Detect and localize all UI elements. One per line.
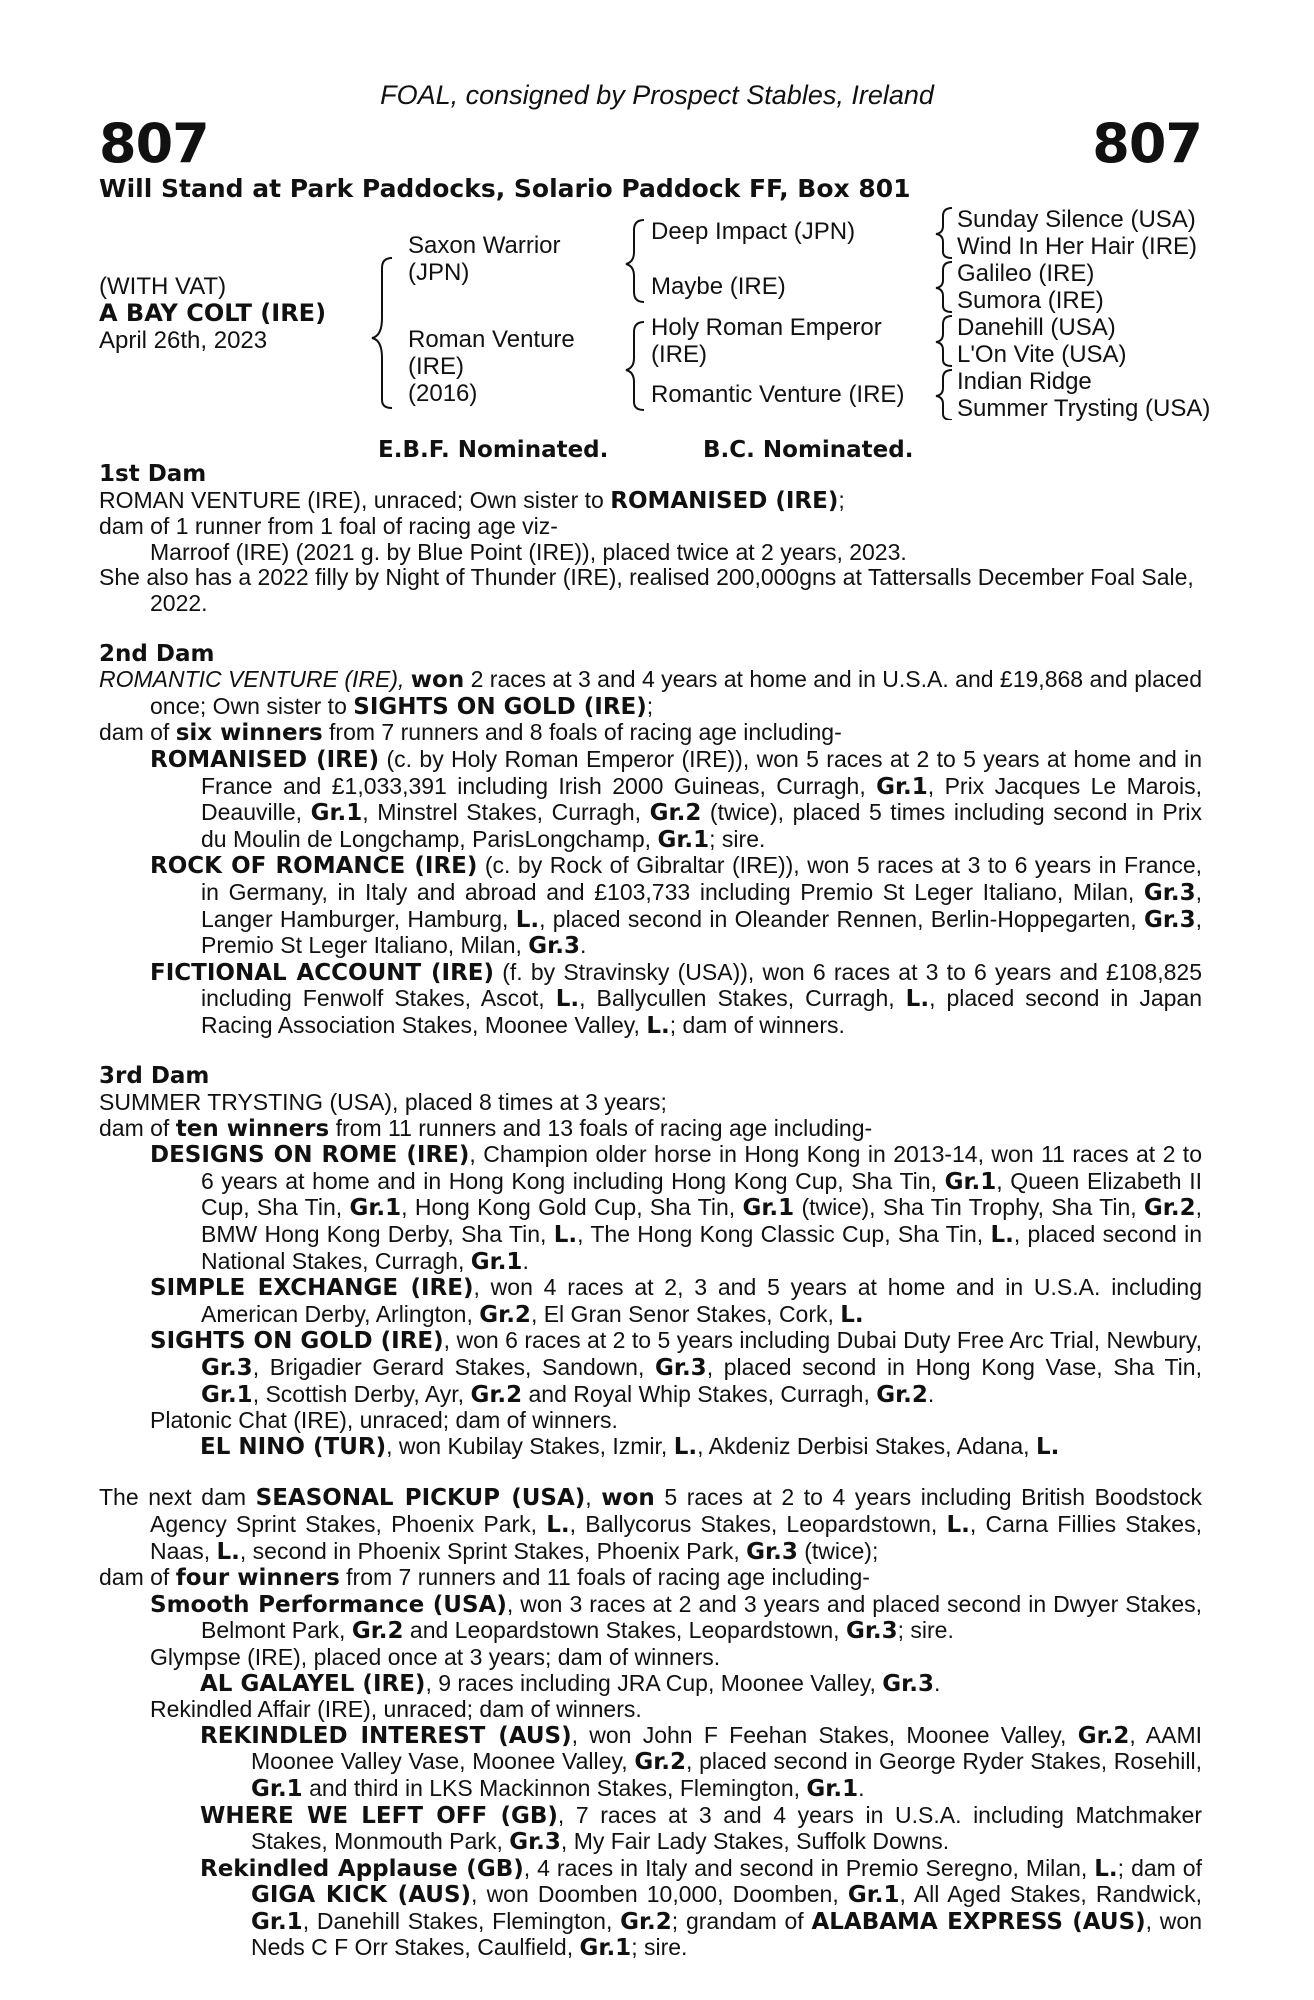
produce-record: AL GALAYEL (IRE), 9 races including JRA Cup, Moonee Valley, Gr.3.	[200, 1669, 941, 1697]
lot-number-left: 807	[99, 112, 209, 175]
catalogue-body	[99, 462, 1202, 1962]
great-grandparent-2: Wind In Her Hair (IRE)	[957, 233, 1198, 260]
great-grandparent-5: Danehill (USA)	[957, 314, 1116, 341]
second-dam-section: ROMANTIC VENTURE (IRE), won 2 races at 3 and 4 years at home and in U.S.A. and £19,868 and placed once; Own sister to SIGHTS ON GOLD (IRE); dam of six winners from 7 runners and 8 foals of racing age including- ROMANISED (IRE) (c. by Holy Roman Emperor (IRE)), won 5 races at 2 to 5 years at home and in France and £1,033,391 including Irish 2000 Guineas, Curragh, Gr.1, Prix Jacques Le Marois, Deauville, Gr.1, Minstrel Stakes, Curragh, Gr.2 (twice), placed 5 times including second in Prix du Moulin de Longchamp, ParisLongchamp, Gr.1; sire. ROCK OF ROMANCE (IRE) (c. by Rock of Gibraltar (IRE)), won 5 races at 3 to 6 years in France, in Germany, in Italy and abroad and £103,733 including Premio St Leger Italiano, Milan, Gr.3, Langer Hamburger, Hamburg, L., placed second in Oleander Rennen, Berlin-Hoppegarten, Gr.3, Premio St Leger Italiano, Milan, Gr.3. FICTIONAL ACCOUNT (IRE) (f. by Stravinsky (USA)), won 6 races at 3 to 6 years and £108,825 including Fenwolf Stakes, Ascot, L., Ballycullen Stakes, Curragh, L., placed second in Japan Racing Association Stakes, Moonee Valley, L.; dam of winners.	[99, 666, 1203, 1039]
next-dam-section: The next dam SEASONAL PICKUP (USA), won 5 races at 2 to 4 years including British Boodstock Agency Sprint Stakes, Phoenix Park, L., Ballycorus Stakes, Leopardstown, L., Carna Fillies Stakes, Naas, L., second in Phoenix Sprint Stakes, Phoenix Park, Gr.3 (twice); dam of four winners from 7 runners and 11 foals of racing age including- Smooth Performance (USA), won 3 races at 2 and 3 years and placed second in Dwyer Stakes, Belmont Park, Gr.2 and Leopardstown Stakes, Leopardstown, Gr.3; sire. Glympse (IRE), placed once at 3 years; dam of winners. AL GALAYEL (IRE), 9 races including JRA Cup, Moonee Valley, Gr.3. Rekindled Affair (IRE), unraced; dam of winners. REKINDLED INTEREST (AUS), won John F Feehan Stakes, Moonee Valley, Gr.2, AAMI Moonee Valley Vase, Moonee Valley, Gr.2, placed second in George Ryder Stakes, Rosehill, Gr.1 and third in LKS Mackinnon Stakes, Flemington, Gr.1. WHERE WE LEFT OFF (GB), 7 races at 3 and 4 years in U.S.A. including Matchmaker Stakes, Monmouth Park, Gr.3, My Fair Lady Stakes, Suffolk Downs. Rekindled Applause (GB), 4 races in Italy and second in Premio Seregno, Milan, L.; dam of GIGA KICK (AUS), won Doomben 10,000, Doomben, Gr.1, All Aged Stakes, Randwick, Gr.1, Danehill Stakes, Flemington, Gr.2; grandam of ALABAMA EXPRESS (AUS), won Neds C F Orr Stakes, Caulfield, Gr.1; sire.	[99, 1484, 1202, 1962]
vat-label: (WITH VAT)	[99, 273, 227, 300]
produce-record: REKINDLED INTEREST (AUS), won John F Feehan Stakes, Moonee Valley, Gr.2, AAMI Moonee Valley Vase, Moonee Valley, Gr.2, placed second in George Ryder Stakes, Rosehill, Gr.1 and third in LKS Mackinnon Stakes, Flemington, Gr.1.	[200, 1721, 1202, 1802]
great-grandparent-6: L'On Vite (USA)	[957, 341, 1127, 368]
dam-dam: Romantic Venture (IRE)	[651, 381, 905, 408]
dam-name: Roman Venture (IRE) (2016)	[408, 326, 575, 407]
lot-number-right: 807	[1092, 112, 1202, 175]
produce-record: SIGHTS ON GOLD (IRE), won 6 races at 2 to 5 years including Dubai Duty Free Arc Trial, Newbury, Gr.3, Brigadier Gerard Stakes, Sandown, Gr.3, placed second in Hong Kong Vase, Sha Tin, Gr.1, Scottish Derby, Ayr, Gr.2 and Royal Whip Stakes, Curragh, Gr.2.	[150, 1327, 1202, 1408]
foaling-date: April 26th, 2023	[99, 327, 268, 354]
sire-name: Saxon Warrior (JPN)	[408, 232, 561, 286]
great-grandparent-8: Summer Trysting (USA)	[957, 395, 1211, 422]
great-grandparent-7: Indian Ridge	[957, 368, 1092, 395]
horse-name: A BAY COLT (IRE)	[99, 299, 327, 327]
stabling-line: Will Stand at Park Paddocks, Solario Paddock FF, Box 801	[99, 174, 911, 203]
great-grandparent-4: Sumora (IRE)	[957, 287, 1104, 314]
first-dam-heading: 1st Dam	[99, 461, 207, 487]
second-dam-heading: 2nd Dam	[99, 640, 215, 667]
produce-record: FICTIONAL ACCOUNT (IRE) (f. by Stravinsky (USA)), won 6 races at 3 to 6 years and £108,825 including Fenwolf Stakes, Ascot, L., Ballycullen Stakes, Curragh, L., placed second in Japan Racing Association Stakes, Moonee Valley, L.; dam of winners.	[150, 958, 1203, 1039]
sire-sire: Deep Impact (JPN)	[651, 218, 856, 245]
produce-record: Rekindled Applause (GB), 4 races in Italy and second in Premio Seregno, Milan, L.; dam of GIGA KICK (AUS), won Doomben 10,000, Doomben, Gr.1, All Aged Stakes, Randwick, Gr.1, Danehill Stakes, Flemington, Gr.2; grandam of ALABAMA EXPRESS (AUS), won Neds C F Orr Stakes, Caulfield, Gr.1; sire.	[200, 1854, 1202, 1962]
produce-record: Glympse (IRE), placed once at 3 years; dam of winners.	[150, 1643, 721, 1670]
produce-record: SIMPLE EXCHANGE (IRE), won 4 races at 2, 3 and 5 years at home and in U.S.A. including American Derby, Arlington, Gr.2, El Gran Senor Stakes, Cork, L.	[150, 1274, 1202, 1328]
bc-nomination: B.C. Nominated.	[703, 437, 914, 463]
produce-record: WHERE WE LEFT OFF (GB), 7 races at 3 and 4 years in U.S.A. including Matchmaker Stakes, Monmouth Park, Gr.3, My Fair Lady Stakes, Suffolk Downs.	[200, 1801, 1202, 1856]
produce-record: Smooth Performance (USA), won 3 races at 2 and 3 years and placed second in Dwyer Stakes, Belmont Park, Gr.2 and Leopardstown Stakes, Leopardstown, Gr.3; sire.	[150, 1590, 1202, 1645]
third-dam-section: SUMMER TRYSTING (USA), placed 8 times at 3 years; dam of ten winners from 11 runners and 13 foals of racing age including- DESIGNS ON ROME (IRE), Champion older horse in Hong Kong in 2013-14, won 11 races at 2 to 6 years at home and in Hong Kong including Hong Kong Cup, Sha Tin, Gr.1, Queen Elizabeth II Cup, Sha Tin, Gr.1, Hong Kong Gold Cup, Sha Tin, Gr.1 (twice), Sha Tin Trophy, Sha Tin, Gr.2, BMW Hong Kong Derby, Sha Tin, L., The Hong Kong Classic Cup, Sha Tin, L., placed second in National Stakes, Curragh, Gr.1. SIMPLE EXCHANGE (IRE), won 4 races at 2, 3 and 5 years at home and in U.S.A. including American Derby, Arlington, Gr.2, El Gran Senor Stakes, Cork, L. SIGHTS ON GOLD (IRE), won 6 races at 2 to 5 years including Dubai Duty Free Arc Trial, Newbury, Gr.3, Brigadier Gerard Stakes, Sandown, Gr.3, placed second in Hong Kong Vase, Sha Tin, Gr.1, Scottish Derby, Ayr, Gr.2 and Royal Whip Stakes, Curragh, Gr.2. Platonic Chat (IRE), unraced; dam of winners. EL NINO (TUR), won Kubilay Stakes, Izmir, L., Akdeniz Derbisi Stakes, Adana, L.	[99, 1089, 1202, 1460]
great-grandparent-1: Sunday Silence (USA)	[957, 206, 1196, 233]
great-grandparent-3: Galileo (IRE)	[957, 260, 1095, 287]
produce-record: DESIGNS ON ROME (IRE), Champion older horse in Hong Kong in 2013-14, won 11 races at 2 to 6 years at home and in Hong Kong including Hong Kong Cup, Sha Tin, Gr.1, Queen Elizabeth II Cup, Sha Tin, Gr.1, Hong Kong Gold Cup, Sha Tin, Gr.1 (twice), Sha Tin Trophy, Sha Tin, Gr.2, BMW Hong Kong Derby, Sha Tin, L., The Hong Kong Classic Cup, Sha Tin, L., placed second in National Stakes, Curragh, Gr.1.	[150, 1141, 1202, 1275]
produce-record: ROCK OF ROMANCE (IRE) (c. by Rock of Gibraltar (IRE)), won 5 races at 3 to 6 years in France, in Germany, in Italy and abroad and £103,733 including Premio St Leger Italiano, Milan, Gr.3, Langer Hamburger, Hamburg, L., placed second in Oleander Rennen, Berlin-Hoppegarten, Gr.3, Premio St Leger Italiano, Milan, Gr.3.	[150, 852, 1203, 960]
sire-dam: Maybe (IRE)	[651, 273, 786, 300]
produce-note: She also has a 2022 filly by Night of Thunder (IRE), realised 200,000gns at Tattersalls December Foal Sale, 2022.	[99, 564, 1194, 616]
first-dam-section: ROMAN VENTURE (IRE), unraced; Own sister to ROMANISED (IRE); dam of 1 runner from 1 foal of racing age viz- Marroof (IRE) (2021 g. by Blue Point (IRE)), placed twice at 2 years, 2023. She also has a 2022 filly by Night of Thunder (IRE), realised 200,000gns at Tattersalls December Foal Sale, 2022.	[99, 488, 1202, 617]
produce-record: Rekindled Affair (IRE), unraced; dam of winners.	[150, 1696, 642, 1723]
produce-record: ROMANISED (IRE) (c. by Holy Roman Emperor (IRE)), won 5 races at 2 to 5 years at home and in France and £1,033,391 including Irish 2000 Guineas, Curragh, Gr.1, Prix Jacques Le Marois, Deauville, Gr.1, Minstrel Stakes, Curragh, Gr.2 (twice), placed 5 times including second in Prix du Moulin de Longchamp, ParisLongchamp, Gr.1; sire.	[150, 745, 1203, 853]
ebf-nomination: E.B.F. Nominated.	[378, 437, 609, 463]
produce-record: EL NINO (TUR), won Kubilay Stakes, Izmir, L., Akdeniz Derbisi Stakes, Adana, L.	[200, 1432, 1060, 1460]
consignor-line: FOAL, consigned by Prospect Stables, Ireland	[380, 80, 934, 110]
third-dam-heading: 3rd Dam	[99, 1063, 210, 1090]
dam-sire: Holy Roman Emperor (IRE)	[651, 314, 882, 368]
produce-record: Platonic Chat (IRE), unraced; dam of winners.	[150, 1407, 618, 1434]
produce-record: Marroof (IRE) (2021 g. by Blue Point (IRE)), placed twice at 2 years, 2023.	[150, 538, 907, 565]
